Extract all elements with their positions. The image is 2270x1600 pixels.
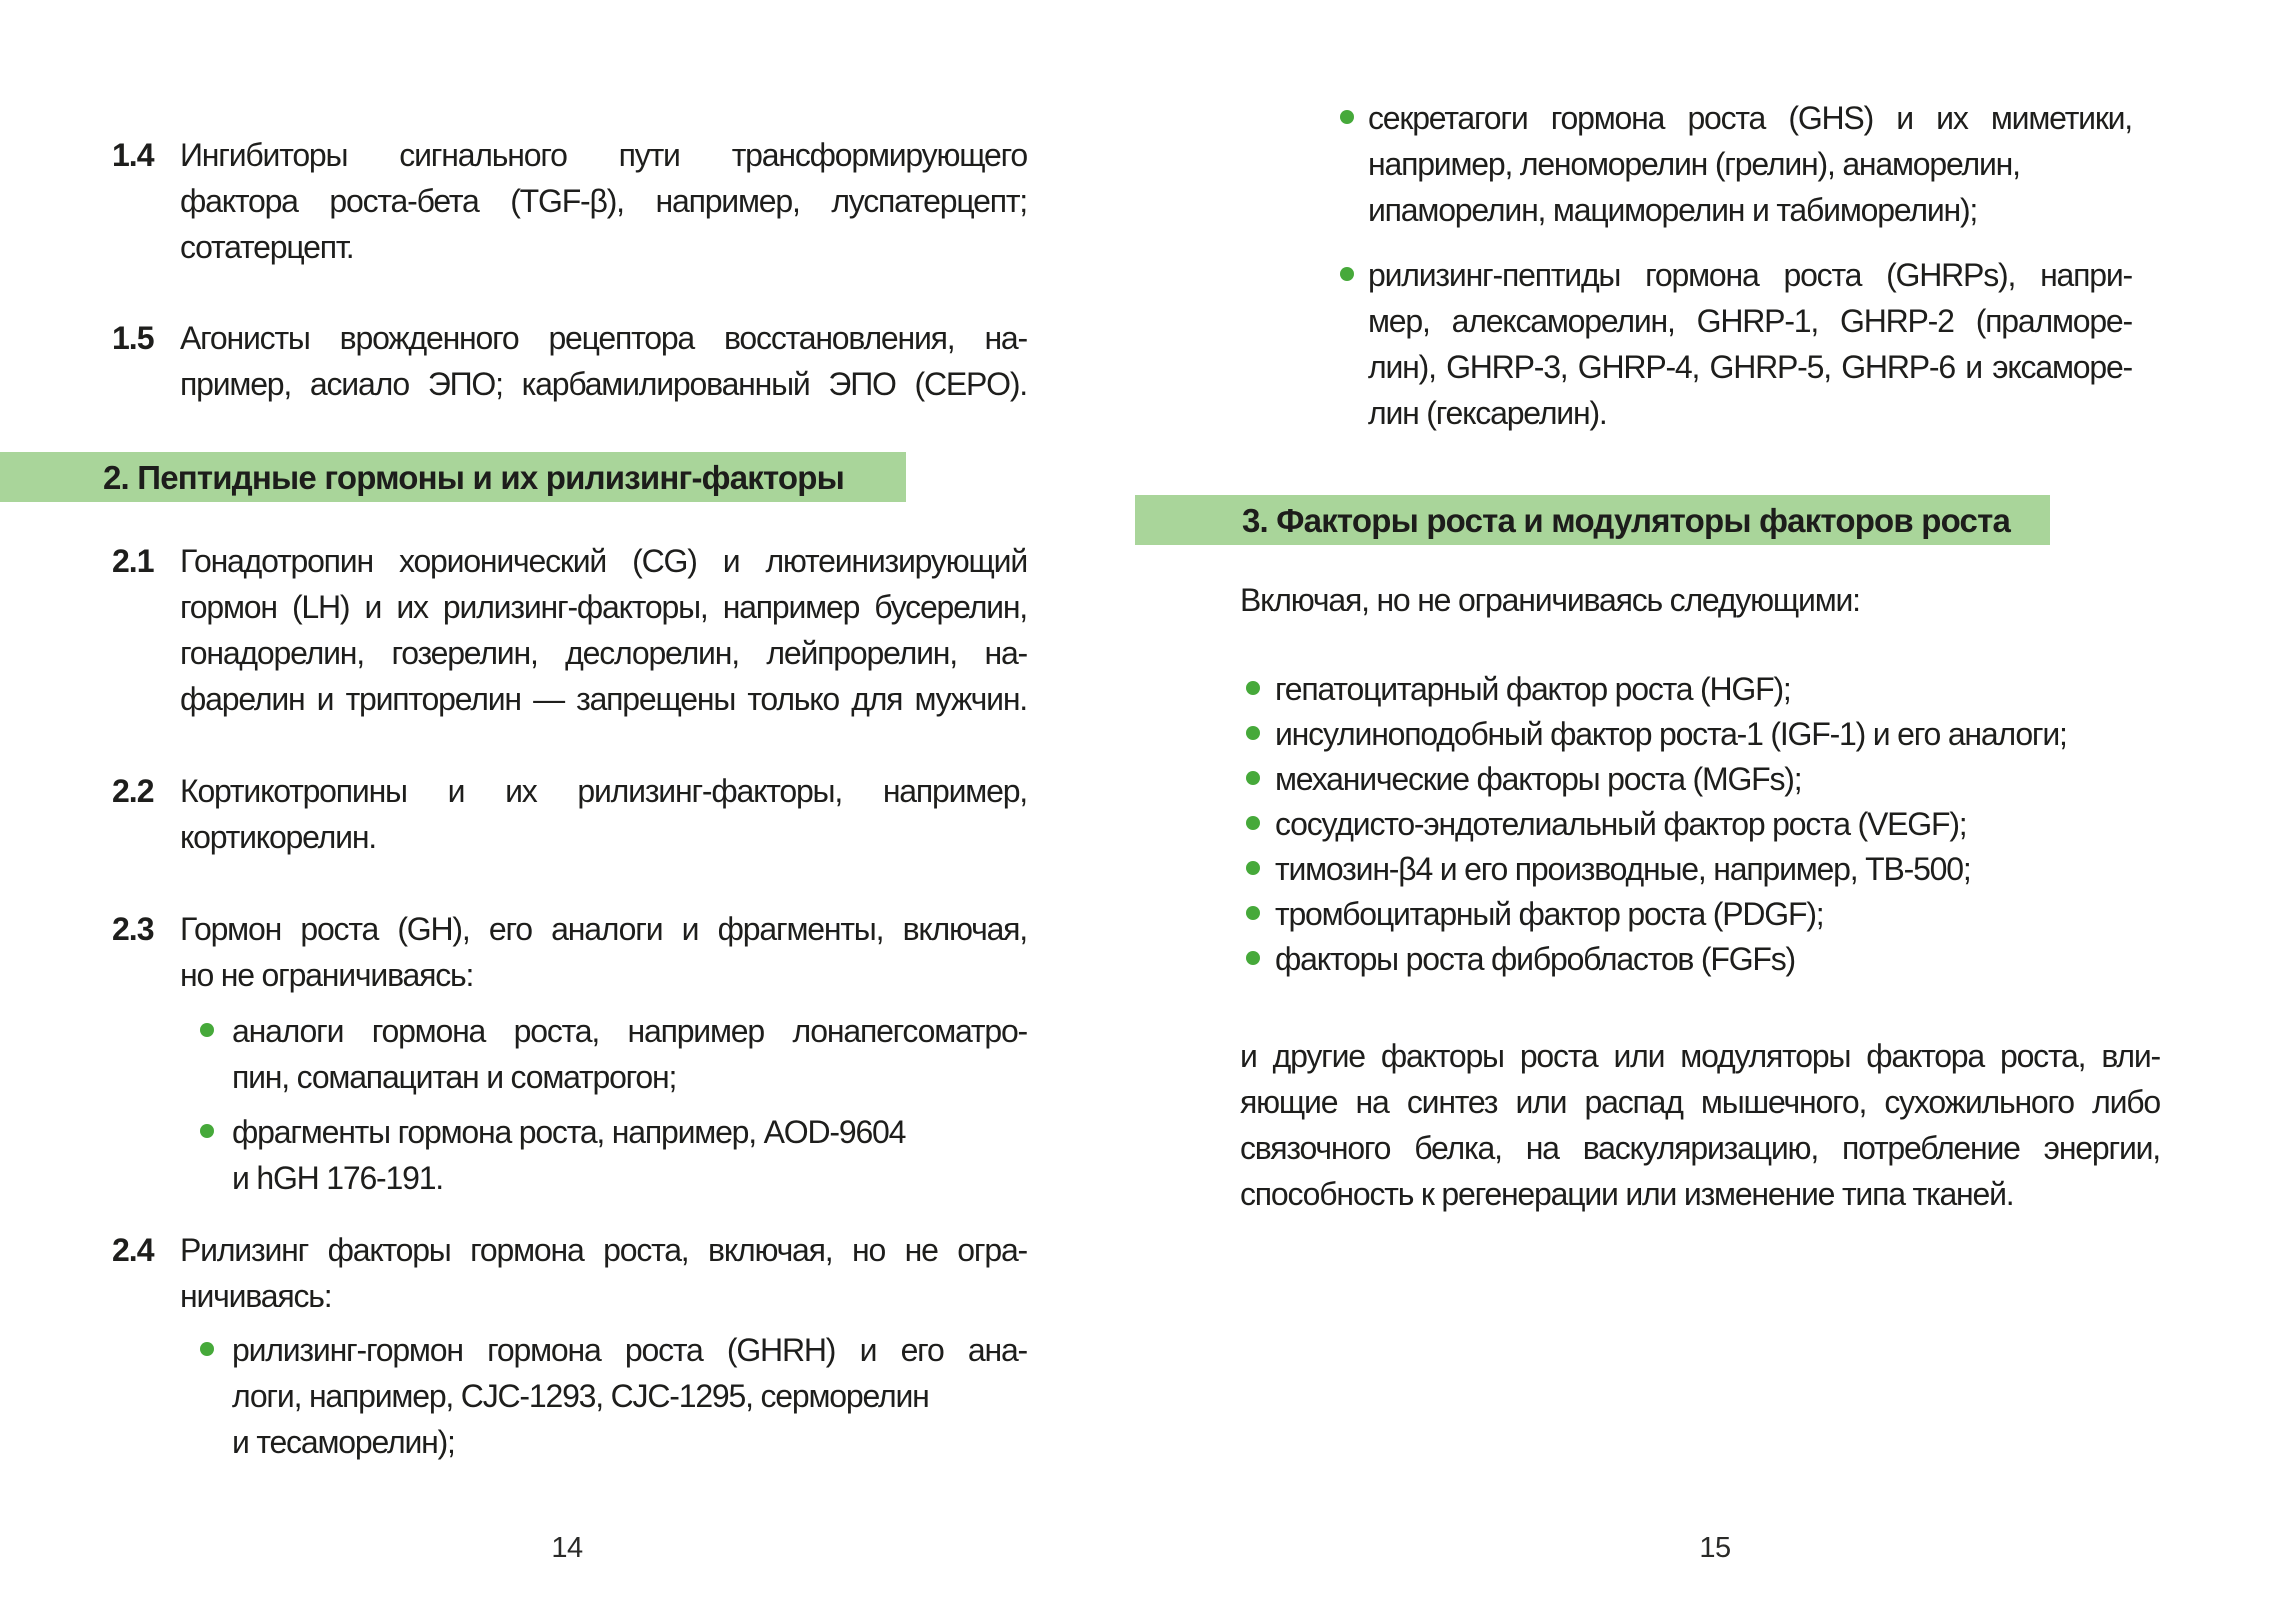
item-number: 2.4 xyxy=(112,1232,154,1268)
text-line: Ингибиторы сигнального пути трансформирующего xyxy=(180,137,1027,173)
text-line: ничиваясь: xyxy=(180,1278,332,1314)
text-line: яющие на синтез или распад мышечного, сухожильного либо xyxy=(1240,1084,2160,1120)
list-item xyxy=(1240,847,2160,892)
text-line: секретагоги гормона роста (GHS) и их миметики, xyxy=(1368,100,2132,136)
text-line: и другие факторы роста или модуляторы фактора роста, вли- xyxy=(1240,1038,2160,1074)
item-text xyxy=(232,1109,1027,1201)
text-line: гормон (LH) и их рилизинг-факторы, например бусерелин, xyxy=(180,589,1027,625)
text-line: связочного белка, на васкуляризацию, потребление энергии, xyxy=(1240,1130,2160,1166)
item-text xyxy=(232,1008,1027,1100)
growth-factors-list xyxy=(1240,667,2160,982)
text-line: мер, алексаморелин, GHRP-1, GHRP-2 (пралморе- xyxy=(1368,303,2132,339)
item-number: 2.2 xyxy=(112,773,154,809)
text-line: логи, например, CJC-1293, CJC-1295, серморелин xyxy=(232,1378,929,1414)
text-line: способность к регенерации или изменение типа тканей. xyxy=(1240,1176,2014,1212)
item-text xyxy=(1368,252,2132,436)
text-line: но не ограничиваясь: xyxy=(180,957,474,993)
list-item xyxy=(1240,937,2160,982)
bullet-item-gh-fragments xyxy=(112,1109,1027,1201)
text-line: и тесаморелин); xyxy=(232,1424,455,1460)
bullet-icon xyxy=(1246,681,1260,695)
section-header-growth-factors: 3. Факторы роста и модуляторы факторов роста xyxy=(1135,495,2050,545)
text-line: аналоги гормона роста, например лонапегсоматро- xyxy=(232,1013,1027,1049)
item-text xyxy=(232,1327,1027,1465)
text-line: Агонисты врожденного рецептора восстановления, на- xyxy=(180,320,1027,356)
text-line: инсулиноподобный фактор роста-1 (IGF-1) и его аналоги; xyxy=(1275,716,2067,752)
list-item xyxy=(1240,802,2160,847)
bullet-item-ghrh xyxy=(112,1327,1027,1465)
bullet-icon xyxy=(1246,951,1260,965)
section-header-peptide-hormones: 2. Пептидные гормоны и их рилизинг-факторы xyxy=(0,452,906,502)
page-right xyxy=(1240,95,2160,1217)
bullet-icon xyxy=(1340,110,1354,124)
item-text xyxy=(180,315,1027,407)
text-line: тромбоцитарный фактор роста (PDGF); xyxy=(1275,896,1824,932)
text-line: ипаморелин, мациморелин и табиморелин); xyxy=(1368,192,1978,228)
bullet-item-gh-analogues xyxy=(112,1008,1027,1100)
text-line: лин (гексарелин). xyxy=(1368,395,1607,431)
item-number: 2.1 xyxy=(112,543,154,579)
item-number: 1.5 xyxy=(112,320,154,356)
text-line: Кортикотропины и их рилизинг-факторы, например, xyxy=(180,773,1027,809)
bullet-item-ghs xyxy=(1240,95,2160,233)
intro-line xyxy=(1240,577,2160,623)
item-2-1 xyxy=(112,538,1027,722)
item-text xyxy=(180,768,1027,860)
text-line: кортикорелин. xyxy=(180,819,376,855)
bullet-icon xyxy=(1340,267,1354,281)
bullet-icon xyxy=(200,1124,214,1138)
list-item xyxy=(1240,712,2160,757)
item-2-3 xyxy=(112,906,1027,998)
item-text xyxy=(180,906,1027,998)
text-line: гонадорелин, гозерелин, деслорелин, лейпрорелин, на- xyxy=(180,635,1027,671)
item-number: 1.4 xyxy=(112,137,154,173)
item-text xyxy=(180,538,1027,722)
bullet-icon xyxy=(1246,816,1260,830)
page-number-right: 15 xyxy=(1699,1532,1731,1564)
item-number: 2.3 xyxy=(112,911,154,947)
item-2-4 xyxy=(112,1227,1027,1319)
text-line: Рилизинг факторы гормона роста, включая, но не огра- xyxy=(180,1232,1027,1268)
text-line: фарелин и трипторелин — запрещены только для мужчин. xyxy=(180,681,1027,717)
bullet-item-ghrps xyxy=(1240,252,2160,436)
closing-paragraph xyxy=(1240,1033,2160,1217)
text-line: рилизинг-пептиды гормона роста (GHRPs), напри- xyxy=(1368,257,2132,293)
bullet-icon xyxy=(1246,861,1260,875)
text-line: факторы роста фибробластов (FGFs) xyxy=(1275,941,1796,977)
text-line: пин, сомапацитан и соматрогон; xyxy=(232,1059,677,1095)
item-text xyxy=(180,1227,1027,1319)
text-line: Включая, но не ограничиваясь следующими: xyxy=(1240,582,1860,618)
text-line: и hGH 176-191. xyxy=(232,1160,443,1196)
bullet-icon xyxy=(200,1342,214,1356)
text-line: Гонадотропин хорионический (CG) и лютеинизирующий xyxy=(180,543,1027,579)
bullet-icon xyxy=(200,1023,214,1037)
page-left xyxy=(103,132,1027,1465)
list-item xyxy=(1240,757,2160,802)
text-line: рилизинг-гормон гормона роста (GHRH) и его ана- xyxy=(232,1332,1027,1368)
text-line: лин), GHRP-3, GHRP-4, GHRP-5, GHRP-6 и эксаморе- xyxy=(1368,349,2132,385)
list-item xyxy=(1240,667,2160,712)
text-line: механические факторы роста (MGFs); xyxy=(1275,761,1802,797)
item-text xyxy=(180,132,1027,270)
item-text xyxy=(1368,95,2132,233)
text-line: пример, асиало ЭПО; карбамилированный ЭПО (CEPO). xyxy=(180,366,1027,402)
text-line: тимозин-β4 и его производные, например, TB-500; xyxy=(1275,851,1971,887)
text-line: например, леноморелин (грелин), анаморелин, xyxy=(1368,146,2020,182)
list-item xyxy=(1240,892,2160,937)
page-number-left: 14 xyxy=(551,1532,583,1564)
text-line: Гормон роста (GH), его аналоги и фрагменты, включая, xyxy=(180,911,1027,947)
bullet-icon xyxy=(1246,771,1260,785)
text-line: сотатерцепт. xyxy=(180,229,354,265)
text-line: гепатоцитарный фактор роста (HGF); xyxy=(1275,671,1791,707)
item-1-4 xyxy=(112,132,1027,270)
text-line: сосудисто-эндотелиальный фактор роста (VEGF); xyxy=(1275,806,1967,842)
text-line: фактора роста-бета (TGF-β), например, луспатерцепт; xyxy=(180,183,1027,219)
bullet-icon xyxy=(1246,726,1260,740)
item-2-2 xyxy=(112,768,1027,860)
bullet-icon xyxy=(1246,906,1260,920)
text-line: фрагменты гормона роста, например, AOD-9604 xyxy=(232,1114,906,1150)
item-1-5 xyxy=(112,315,1027,407)
